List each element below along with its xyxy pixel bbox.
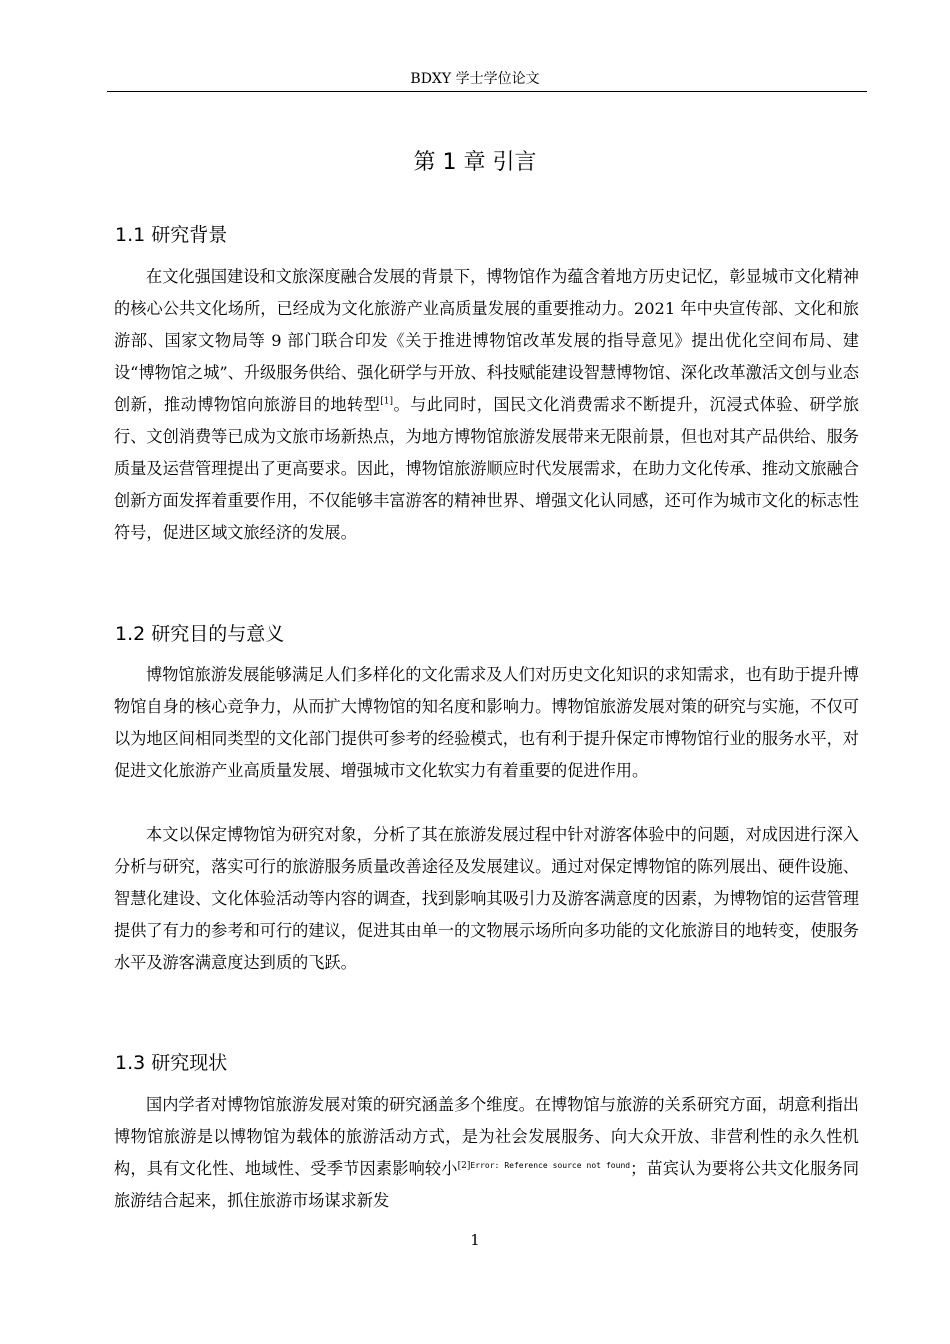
page-number: 1 [470,1231,480,1249]
section-1-2-paragraph-2: 本文以保定博物馆为研究对象，分析了其在旅游发展过程中针对游客体验中的问题，对成因进行深入分析与研究，落实可行的旅游服务质量改善途径及发展建议。通过对保定博物馆的陈列展出、硬件设施、智慧化建设、文化体验活动等内容的调查，找到影响其吸引力及游客满意度的因素，为博物馆的运营管理提供了有力的参考和可行的建议，促进其由单一的文物展示场所向多功能的文化旅游目的地转变，使服务水平及游客满意度达到质的飞跃。 [114,825,859,972]
reference-error-text: Error: Reference source not found [470,1160,631,1170]
section-heading-1-2: 1.2 研究目的与意义 [115,623,285,645]
paragraph-text-continued: ；苗宾认为要将公共文化服务同旅游结合起来，抓住旅游市场谋求新发 [114,1159,860,1210]
section-1-3-paragraph [114,1089,859,1217]
paragraph-text: 国内学者对博物馆旅游发展对策的研究涵盖多个维度。在博物馆与旅游的关系研究方面，胡意利指出博物馆旅游是以博物馆为载体的旅游活动方式，是为社会发展服务、向大众开放、非营利性的永久性机构，具有文化性、地域性、受季节因素影响较小 [114,1095,859,1178]
chapter-title: 第 1 章 引言 [413,150,537,175]
running-header: BDXY 学士学位论文 [410,71,540,87]
citation-1: [1] [380,396,394,407]
paragraph-text-continued: 。与此同时，国民文化消费需求不断提升，沉浸式体验、研学旅行、文创消费等已成为文旅市场新热点，为地方博物馆旅游发展带来无限前景，但也对其产品供给、服务质量及运营管理提出了更高要求。因此，博物馆旅游顺应时代发展需求，在助力文化传承、推动文旅融合创新方面发挥着重要作用，不仅能够丰富游客的精神世界、增强文化认同感，还可作为城市文化的标志性符号，促进区域文旅经济的发展。 [114,395,860,542]
section-heading-1-1: 1.1 研究背景 [115,224,228,246]
section-1-1-paragraph [114,261,859,549]
section-heading-1-3: 1.3 研究现状 [115,1052,228,1074]
paragraph-text: 在文化强国建设和文旅深度融合发展的背景下，博物馆作为蕴含着地方历史记忆，彰显城市文化精神的核心公共文化场所，已经成为文化旅游产业高质量发展的重要推动力。2021 年中央宣传部、文化和旅游部、国家文物局等 9 部门联合印发《关于推进博物馆改革发展的指导意见》提出优化空间布局、建设“博物馆之城”、升级服务供给、强化研学与开放、科技赋能建设智慧博物馆、深化改革激活文创与业态创新，推动博物馆向旅游目的地转型 [114,267,859,414]
citation-2 [458,1161,630,1171]
header-rule [107,91,867,92]
citation-2-number: [2] [457,1160,471,1171]
section-1-2-paragraph-1: 博物馆旅游发展能够满足人们多样化的文化需求及人们对历史文化知识的求知需求，也有助于提升博物馆自身的核心竞争力，从而扩大博物馆的知名度和影响力。博物馆旅游发展对策的研究与实施，不仅可以为地区间相同类型的文化部门提供可参考的经验模式，也有利于提升保定市博物馆行业的服务水平，对促进文化旅游产业高质量发展、增强城市文化软实力有着重要的促进作用。 [114,665,859,780]
